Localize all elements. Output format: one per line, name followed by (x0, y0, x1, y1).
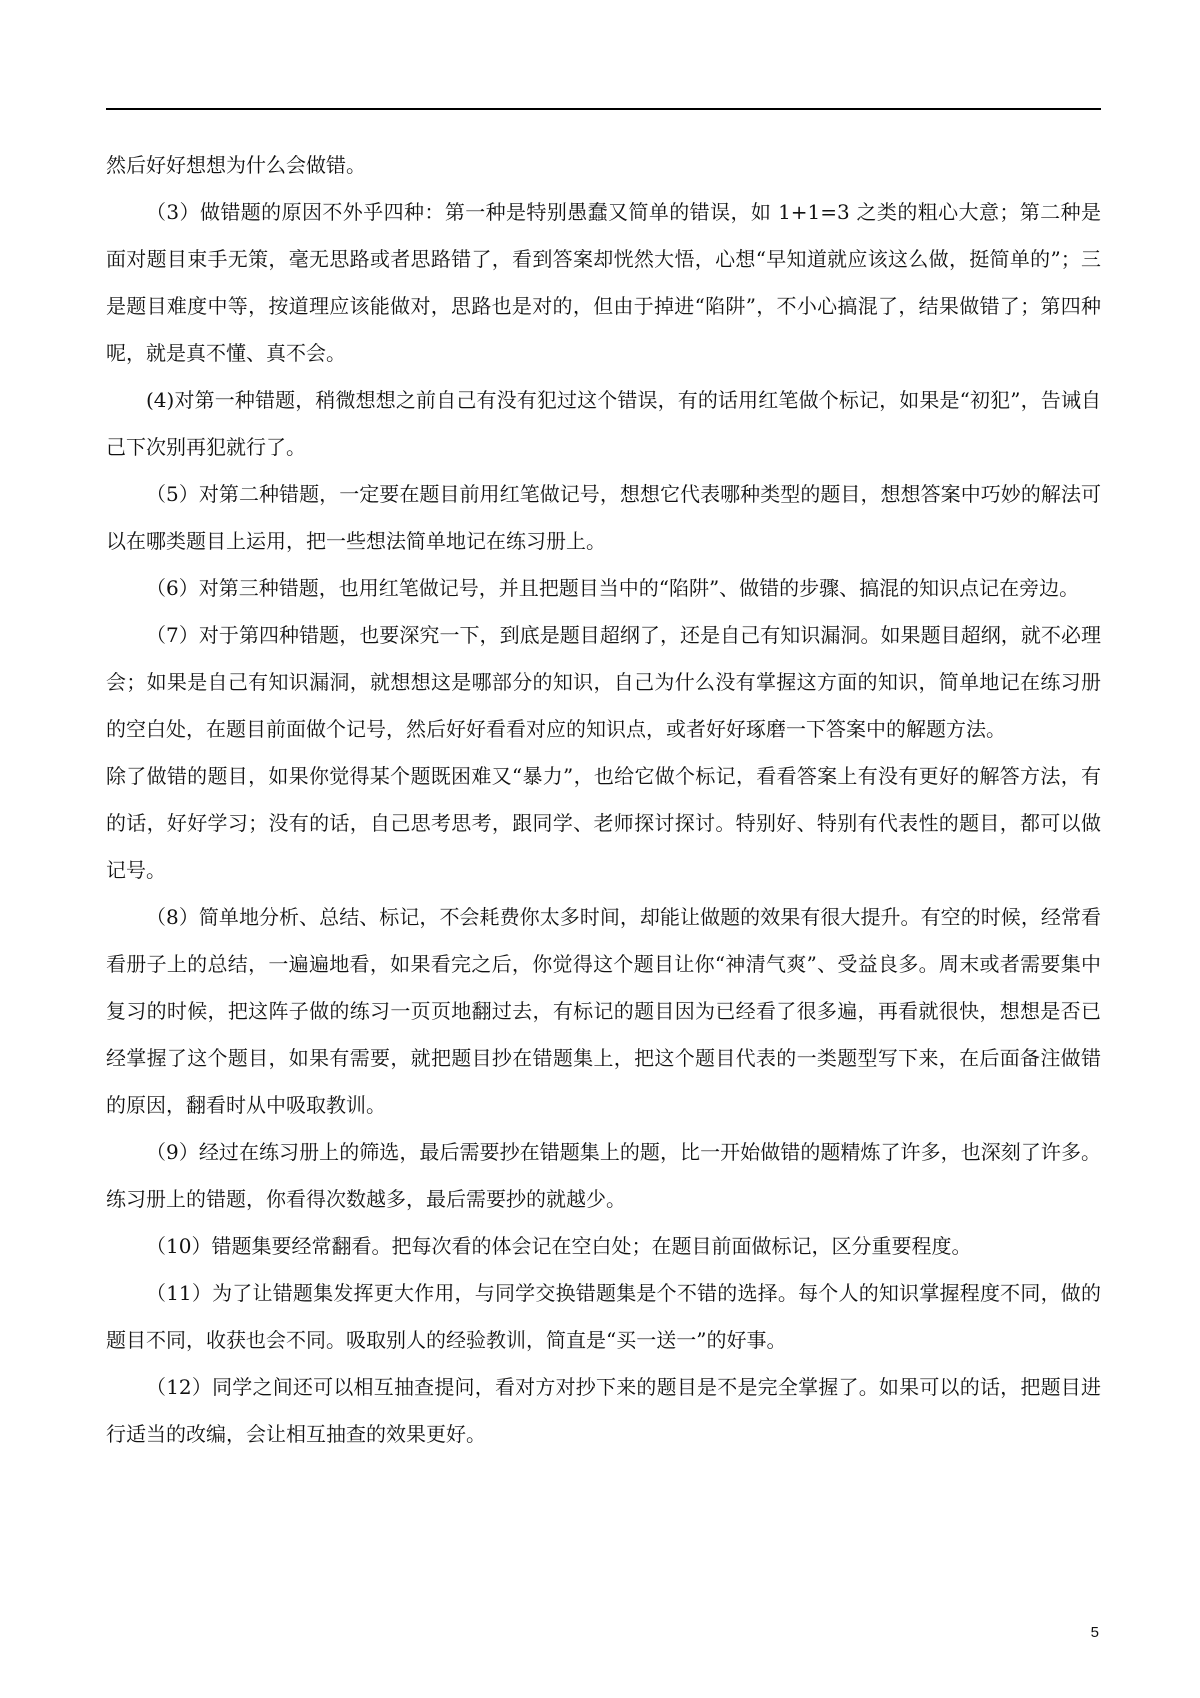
paragraph-item-9: （9）经过在练习册上的筛选，最后需要抄在错题集上的题，比一开始做错的题精炼了许多，也深刻了许多。练习册上的错题，你看得次数越多，最后需要抄的就越少。 (106, 1140, 1101, 1211)
paragraph-item-11: （11）为了让错题集发挥更大作用，与同学交换错题集是个不错的选择。每个人的知识掌握程度不同，做的题目不同，收获也会不同。吸取别人的经验教训，简直是“买一送一”的好事。 (106, 1281, 1101, 1352)
paragraph-item-7: （7）对于第四种错题，也要深究一下，到底是题目超纲了，还是自己有知识漏洞。如果题目超纲，就不必理会；如果是自己有知识漏洞，就想想这是哪部分的知识，自己为什么没有掌握这方面的知识，简单地记在练习册的空白处，在题目前面做个记号，然后好好看看对应的知识点，或者好好琢磨一下答案中的解题方法。 (106, 623, 1101, 741)
paragraph-item-6: （6）对第三种错题，也用红笔做记号，并且把题目当中的“陷阱”、做错的步骤、搞混的知识点记在旁边。 (146, 576, 1080, 600)
paragraph-extra-note: 除了做错的题目，如果你觉得某个题既困难又“暴力”，也给它做个标记，看看答案上有没有更好的解答方法，有的话，好好学习；没有的话，自己思考思考，跟同学、老师探讨探讨。特别好、特别有代表性的题目，都可以做记号。 (106, 764, 1101, 882)
page-number: 5 (1090, 1624, 1099, 1641)
paragraph-item-12: （12）同学之间还可以相互抽查提问，看对方对抄下来的题目是不是完全掌握了。如果可以的话，把题目进行适当的改编，会让相互抽查的效果更好。 (106, 1375, 1101, 1446)
paragraph-item-4: (4)对第一种错题，稍微想想之前自己有没有犯过这个错误，有的话用红笔做个标记，如果是“初犯”，告诫自己下次别再犯就行了。 (106, 388, 1101, 459)
header-rule (106, 108, 1101, 110)
paragraph-item-5: （5）对第二种错题，一定要在题目前用红笔做记号，想想它代表哪种类型的题目，想想答案中巧妙的解法可以在哪类题目上运用，把一些想法简单地记在练习册上。 (106, 482, 1101, 553)
paragraph-item-3: （3）做错题的原因不外乎四种：第一种是特别愚蠢又简单的错误，如 1+1=3 之类的粗心大意；第二种是面对题目束手无策，毫无思路或者思路错了，看到答案却恍然大悟，心想“早知道就应该这么做，挺简单的”；三是题目难度中等，按道理应该能做对，思路也是对的，但由于掉进“陷阱”，不小心搞混了，结果做错了；第四种呢，就是真不懂、真不会。 (106, 200, 1101, 365)
document-body (106, 150, 1101, 1458)
paragraph-item-10: （10）错题集要经常翻看。把每次看的体会记在空白处；在题目前面做标记，区分重要程度。 (146, 1234, 972, 1258)
paragraph-item-8: （8）简单地分析、总结、标记，不会耗费你太多时间，却能让做题的效果有很大提升。有空的时候，经常看看册子上的总结，一遍遍地看，如果看完之后，你觉得这个题目让你“神清气爽”、受益良多。周末或者需要集中复习的时候，把这阵子做的练习一页页地翻过去，有标记的题目因为已经看了很多遍，再看就很快，想想是否已经掌握了这个题目，如果有需要，就把题目抄在错题集上，把这个题目代表的一类题型写下来，在后面备注做错的原因，翻看时从中吸取教训。 (106, 905, 1101, 1117)
paragraph-continuation: 然后好好想想为什么会做错。 (106, 153, 366, 177)
